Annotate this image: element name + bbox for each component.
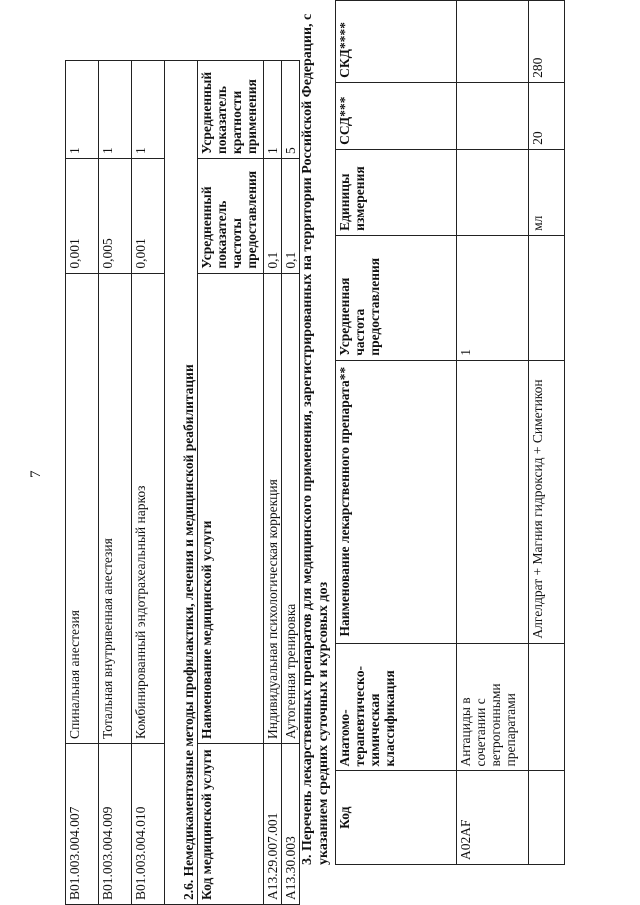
service-name: Аутогенная тренировка — [282, 273, 300, 743]
section-heading: 2.6. Немедикаментозные методы профилактики, лечения и медицинской реабилитации — [165, 61, 198, 905]
drug-unit: мл — [529, 149, 565, 235]
service-name: Индивидуальная психологическая коррекция — [264, 273, 282, 743]
service-name: Комбинированный эндотрахеальный наркоз — [132, 273, 165, 743]
table-row — [457, 1, 529, 865]
service-multiplicity: 5 — [282, 61, 300, 159]
page-number: 7 — [28, 470, 44, 478]
service-frequency: 0,005 — [99, 159, 132, 274]
header-frequency: Усредненный показатель частоты предоставления — [198, 159, 264, 274]
table-row — [66, 61, 99, 905]
drug-code: A02AF — [457, 771, 529, 865]
header-unit: Единицы измерения — [336, 149, 457, 235]
header-atc: Анатомо-терапевтическо-химическая классификация — [336, 643, 457, 771]
service-frequency: 0,1 — [282, 159, 300, 274]
header-code: Код медицинской услуги — [198, 743, 264, 904]
table-row — [132, 61, 165, 905]
service-name: Спинальная анестезия — [66, 273, 99, 743]
header-name: Наименование медицинской услуги — [198, 273, 264, 743]
service-multiplicity: 1 — [66, 61, 99, 159]
drug-frequency — [529, 235, 565, 360]
drug-ssd: 20 — [529, 82, 565, 149]
drug-skd — [457, 1, 529, 83]
drug-unit — [457, 149, 529, 235]
service-multiplicity: 1 — [132, 61, 165, 159]
service-frequency: 0,001 — [66, 159, 99, 274]
drug-frequency: 1 — [457, 235, 529, 360]
table-row — [282, 61, 300, 905]
header-drug: Наименование лекарственного препарата** — [336, 360, 457, 643]
table-row — [99, 61, 132, 905]
service-code: A13.29.007.001 — [264, 743, 282, 904]
drug-ssd — [457, 82, 529, 149]
table-row — [264, 61, 282, 905]
header-code: Код — [336, 771, 457, 865]
drug-atc — [529, 643, 565, 771]
service-code: B01.003.004.007 — [66, 743, 99, 904]
section-3-title: 3. Перечень лекарственных препаратов для медицинского применения, зарегистрированных на территории Российской Федерации, с указанием средних суточных и курсовых доз — [300, 13, 331, 865]
header-frequency: Усредненная частота предоставления — [336, 235, 457, 360]
drug-name: Алгелдрат + Магния гидроксид + Симетикон — [529, 360, 565, 643]
drug-name — [457, 360, 529, 643]
header-ssd: ССД*** — [336, 82, 457, 149]
service-multiplicity: 1 — [99, 61, 132, 159]
drug-atc: Антациды в сочетании с ветрогонными препаратами — [457, 643, 529, 771]
service-frequency: 0,1 — [264, 159, 282, 274]
drugs-table — [335, 0, 565, 865]
services-table — [65, 60, 300, 905]
service-code: A13.30.003 — [282, 743, 300, 904]
service-code: B01.003.004.009 — [99, 743, 132, 904]
section-heading-row — [165, 61, 198, 905]
header-row — [336, 1, 457, 865]
header-skd: СКД**** — [336, 1, 457, 83]
drug-code — [529, 771, 565, 865]
service-frequency: 0,001 — [132, 159, 165, 274]
service-name: Тотальная внутривенная анестезия — [99, 273, 132, 743]
table-row — [529, 1, 565, 865]
header-row — [198, 61, 264, 905]
header-multiplicity: Усредненный показатель кратности применения — [198, 61, 264, 159]
drug-skd: 280 — [529, 1, 565, 83]
service-code: B01.003.004.010 — [132, 743, 165, 904]
service-multiplicity: 1 — [264, 61, 282, 159]
